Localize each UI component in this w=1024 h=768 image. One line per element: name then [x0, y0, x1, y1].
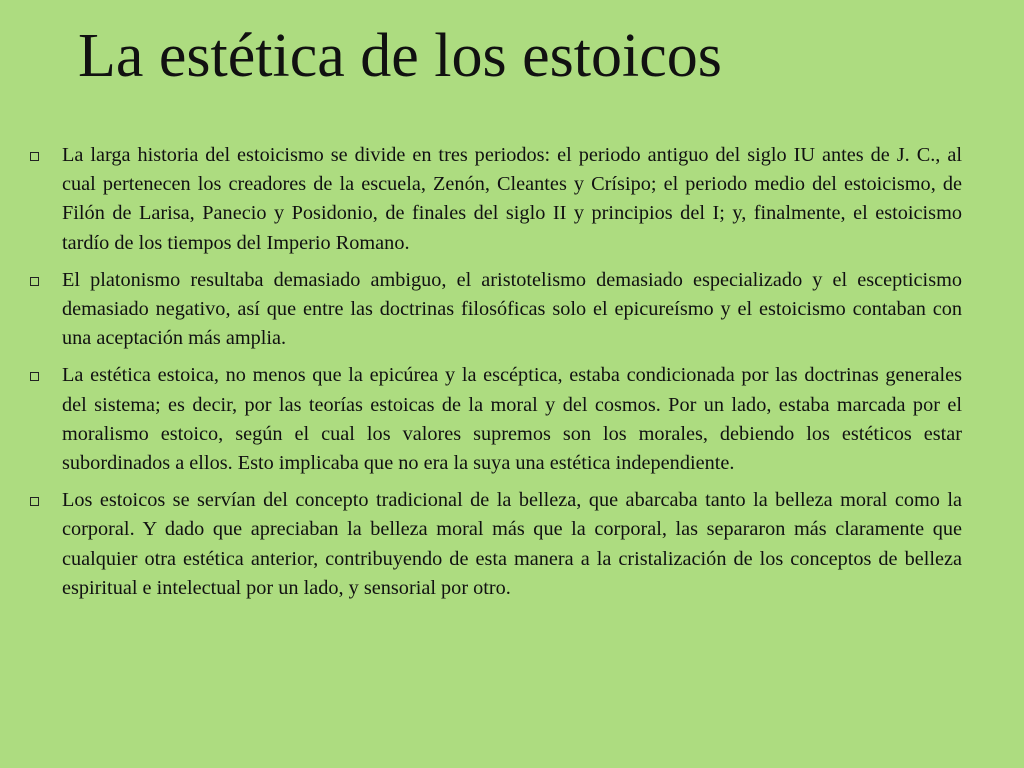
bullet-text-4: Los estoicos se servían del concepto tradicional de la belleza, que abarcaba tanto la belleza moral como la corporal. Y dado que apreciaban la belleza moral más que la corporal, las separaron más claramente que cualquier otra estética anterior, contribuyendo de esta manera a la cristalización de los conceptos de belleza espiritual e intelectual por un lado, y sensorial por otro.: [62, 489, 962, 599]
hollow-square-bullet-icon: [30, 497, 39, 506]
bullet-item-3: [30, 361, 962, 478]
bullet-item-4: [30, 486, 962, 603]
bullet-text-2: El platonismo resultaba demasiado ambiguo, el aristotelismo demasiado especializado y el escepticismo demasiado negativo, así que entre las doctrinas filosóficas solo el epicureísmo y el estoicismo contaban con una aceptación más amplia.: [62, 268, 962, 350]
bullet-list: [30, 141, 962, 611]
bullet-text-1: La larga historia del estoicismo se divide en tres periodos: el periodo antiguo del siglo IU antes de J. C., al cual pertenecen los creadores de la escuela, Zenón, Cleantes y Crísipo; el periodo medio del estoicismo, de Filón de Larisa, Panecio y Posidonio, de finales del siglo II y principios del I; y, finalmente, el estoicismo tardío de los tiempos del Imperio Romano.: [62, 144, 962, 254]
bullet-item-1: [30, 141, 962, 258]
hollow-square-bullet-icon: [30, 372, 39, 381]
slide-title: La estética de los estoicos: [78, 22, 722, 90]
bullet-text-3: La estética estoica, no menos que la epicúrea y la escéptica, estaba condicionada por las doctrinas generales del sistema; es decir, por las teorías estoicas de la moral y del cosmos. Por un lado, estaba marcada por el moralismo estoico, según el cual los valores supremos son los morales, debiendo los estéticos estar subordinados a ellos. Esto implicaba que no era la suya una estética independiente.: [62, 364, 962, 475]
bullet-item-2: [30, 266, 962, 354]
hollow-square-bullet-icon: [30, 152, 39, 161]
hollow-square-bullet-icon: [30, 277, 39, 286]
